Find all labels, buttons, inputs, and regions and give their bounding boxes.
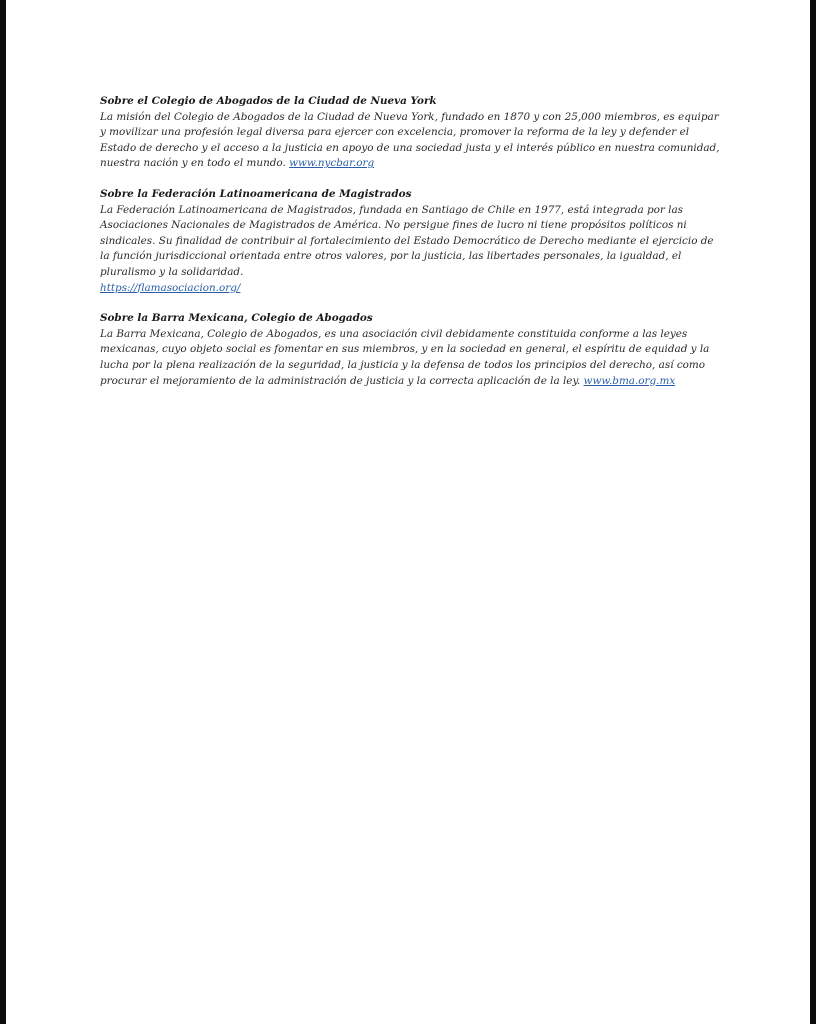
section-body (100, 327, 724, 389)
section-heading: Sobre la Barra Mexicana, Colegio de Abogados (100, 312, 373, 325)
section-nycbar (100, 94, 724, 172)
section-body-text: La misión del Colegio de Abogados de la Ciudad de Nueva York, fundado en 1870 y con 25,000 miembros, es equipar y movilizar una profesión legal diversa para ejercer con excelencia, promover la reforma de la ley y defender el Estado de derecho y el acceso a la justicia en apoyo de una sociedad justa y el interés público en nuestra comunidad, nuestra nación y en todo el mundo. (100, 110, 720, 170)
bma-link[interactable]: www.bma.org.mx (583, 374, 676, 387)
section-heading: Sobre la Federación Latinoamericana de Magistrados (100, 187, 412, 200)
flam-link[interactable]: https://flamasociacion.org/ (100, 281, 241, 294)
section-heading: Sobre el Colegio de Abogados de la Ciudad de Nueva York (100, 95, 437, 107)
document-page (6, 0, 810, 1024)
nycbar-link[interactable]: www.nycbar.org (289, 157, 375, 170)
section-bma (100, 311, 724, 389)
section-body (100, 203, 724, 297)
section-body-text: La Federación Latinoamericana de Magistrados, fundada en Santiago de Chile en 1977, está integrada por las Asociaciones Nacionales de Magistrados de América. No persigue fines de lucro ni tiene propósitos políticos ni sindicales. Su finalidad de contribuir al fortalecimiento del Estado Democrático de Derecho mediante el ejercicio de la función jurisdiccional orientada entre otros valores, por la justicia, las libertades personales, la igualdad, el pluralismo y la solidaridad. (100, 203, 714, 278)
section-body-text: La Barra Mexicana, Colegio de Abogados, es una asociación civil debidamente constituida conforme a las leyes mexicanas, cuyo objeto social es fomentar en sus miembros, y en la sociedad en general, el espíritu de equidad y la lucha por la plena realización de la seguridad, la justicia y la defensa de todos los principios del derecho, así como procurar el mejoramiento de la administración de justicia y la correcta aplicación de la ley. (100, 327, 710, 387)
section-flam (100, 187, 724, 296)
section-body (100, 110, 724, 172)
document-content (100, 94, 724, 404)
